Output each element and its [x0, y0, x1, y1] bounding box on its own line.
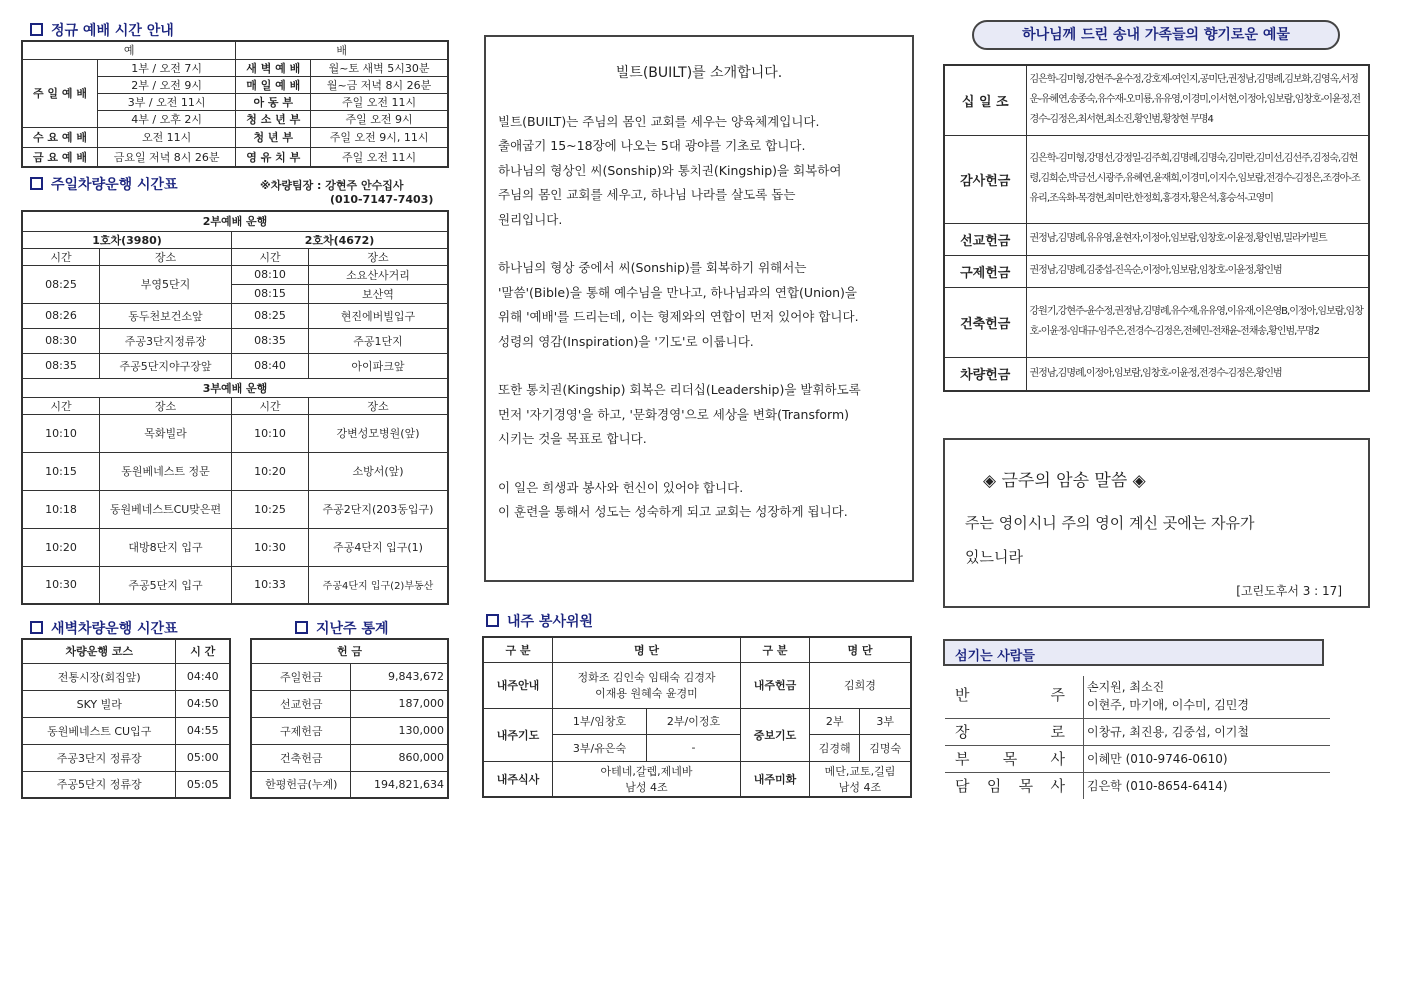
- fri-time: 금요일 저녁 8시 26분: [97, 147, 235, 167]
- dawn-worship-time: 월~토 새벽 5시30분: [311, 59, 448, 76]
- bus-place: 주공3단지정류장: [100, 328, 232, 353]
- dawn-course: SKY 빌라: [22, 690, 176, 717]
- bus-time: 08:25: [22, 265, 100, 303]
- guide-name-line: 정화조 김인숙 임태숙 김경자: [577, 671, 716, 684]
- offerings-title: 하나님께 드린 송내 가족들의 향기로운 예물: [972, 20, 1340, 50]
- servant-row: [945, 772, 1330, 799]
- guide-names: [553, 662, 741, 708]
- dawn-time: 04:55: [176, 717, 230, 744]
- fri-label: 금 요 예 배: [22, 147, 97, 167]
- guide-name-line: 이재용 원혜숙 윤경미: [595, 687, 698, 700]
- worship-header-2: 배: [236, 41, 448, 59]
- dawn-time: 04:40: [176, 663, 230, 690]
- stats-label: 건축헌금: [251, 744, 351, 771]
- offering-label: 십 일 조: [944, 65, 1026, 135]
- sunday-3: 3부 / 오전 11시: [97, 93, 235, 110]
- stats-label: 선교헌금: [251, 690, 351, 717]
- offering-names: 김희경: [809, 662, 911, 708]
- servant-role: 반 주: [955, 686, 1065, 704]
- built-line: 하나님의 형상인 씨(Sonship)와 통치권(Kingship)을 회복하여: [498, 162, 842, 178]
- col-time: 시간: [22, 248, 100, 265]
- youth-time: 주일 오전 9시: [311, 110, 448, 127]
- built-line: 먼저 '자기경영'을 하고, '문화경영'으로 세상을 변화(Transform): [498, 406, 850, 422]
- offering-label: 감사헌금: [944, 135, 1026, 223]
- servant-names: 이혜만 (010-9746-0610): [1087, 752, 1228, 766]
- bus-table: [21, 210, 449, 605]
- bus-time: 08:35: [22, 353, 100, 378]
- vol-col-names: 명 단: [809, 637, 911, 662]
- bus-time: 10:10: [22, 414, 100, 452]
- children-label: 아 동 부: [236, 93, 311, 110]
- bus-place: 주공2단지(203동입구): [309, 490, 449, 528]
- servant-role: 부 목 사: [955, 750, 1065, 768]
- bus-manager: ※차량팀장 : 강현주 안수집사: [260, 179, 404, 192]
- sunday-2: 2부 / 오전 9시: [97, 76, 235, 93]
- vol-col-names: 명 단: [553, 637, 741, 662]
- servant-divider: [1083, 772, 1084, 799]
- memory-reference: [고린도후서 3 : 17]: [1236, 584, 1342, 598]
- dawn-course: 주공3단지 정류장: [22, 744, 176, 771]
- daily-worship-label: 매 일 예 배: [236, 76, 311, 93]
- built-paragraph: [498, 110, 900, 233]
- offering-names: 강원기,강현주-윤수정,권정남,김명례,유수재,유유영,이유재,이은영B,이정아,임보람,임창호-이윤정-임대규-임주은,전경수-김정은,전혜민-전채윤-전채송,황인범,무명2: [1026, 287, 1369, 357]
- col-time: 시간: [232, 397, 309, 414]
- servant-names: [1087, 678, 1249, 714]
- bus-section-title: 주일차량운행 시간표: [30, 174, 178, 194]
- bus-place: 소방서(앞): [309, 452, 449, 490]
- bus-time: 10:25: [232, 490, 309, 528]
- beauty-names: [809, 761, 911, 797]
- servant-row: [945, 718, 1330, 746]
- col-place: 장소: [100, 248, 232, 265]
- offering-label: 건축헌금: [944, 287, 1026, 357]
- bus-time: 10:33: [232, 566, 309, 604]
- dawn-time: 04:50: [176, 690, 230, 717]
- servant-role: 장 로: [955, 723, 1065, 741]
- meal-names: [553, 761, 741, 797]
- bus-place: 아이파크앞: [309, 353, 449, 378]
- dawn-section-title: 새벽차량운행 시간표: [30, 618, 178, 638]
- bus-time: 10:10: [232, 414, 309, 452]
- built-paragraph: [498, 476, 900, 525]
- bus-time: 08:40: [232, 353, 309, 378]
- offering-names: 권정남,김명례,유유영,윤현자,이정아,임보람,임창호-이윤정,황인범,밀라카빌트: [1026, 223, 1369, 255]
- bus-place: 주공1단지: [309, 328, 449, 353]
- bus-time: 08:10: [232, 265, 309, 284]
- bus-time: 08:26: [22, 303, 100, 328]
- bus-time: 10:15: [22, 452, 100, 490]
- offering-names: 김은학-김미형,강현주-윤수정,강호제-여인지,공미단,권정남,김명례,김보화,김영옥,서정운-유혜연,송종숙,유수재-오미룡,유유영,이경미,이서현,이정아,임보람,임창호-이윤정,전경수-김정은,최서현,최소진,황인범,황창현 무명4: [1026, 65, 1369, 135]
- offering-names: 권정남,김명례,김중섭-진옥순,이정아,임보람,임창호-이윤정,황인범: [1026, 255, 1369, 287]
- servant-name-line: 이현주, 마기애, 이수미, 김민경: [1087, 698, 1249, 712]
- memory-title: ◈ 금주의 암송 말씀 ◈: [983, 471, 1146, 491]
- servant-divider: [1083, 676, 1084, 718]
- built-line: 하나님의 형상 중에서 씨(Sonship)를 회복하기 위해서는: [498, 260, 807, 275]
- dawn-course: 동원베네스트 CU입구: [22, 717, 176, 744]
- built-line: 원리입니다.: [498, 211, 563, 227]
- built-paragraph: [498, 378, 900, 452]
- servant-names: 이창규, 최진용, 김중섭, 이기철: [1087, 725, 1249, 739]
- dawn-time: 05:05: [176, 771, 230, 798]
- wed-label: 수 요 예 배: [22, 127, 97, 147]
- memory-verse-box: [943, 438, 1370, 608]
- offering-label: 구제헌금: [944, 255, 1026, 287]
- bus-phone: (010-7147-7403): [330, 193, 434, 206]
- inter-label: 중보기도: [740, 708, 809, 761]
- bus-place: 보산역: [309, 284, 449, 303]
- children-time: 주일 오전 11시: [311, 93, 448, 110]
- bus-place: 주공5단지야구장앞: [100, 353, 232, 378]
- volunteers-section-title: 내주 봉사위원: [486, 611, 593, 631]
- bus-time: 10:30: [22, 566, 100, 604]
- bus-place: 현진에버빌입구: [309, 303, 449, 328]
- offering-names: 김은학-김미형,강명선,강정일-김주희,김명례,김명숙,김미란,김미선,김선주,김정숙,김현령,김희순,박금선,시광주,유혜연,윤재희,이경미,이지수,임보람,전경수-김정은,조경아-조유리,조옥화-목경현,최미란,한정희,홍경자,황은석,홍승석-고영미: [1026, 135, 1369, 223]
- service3-title: 3부예배 운행: [22, 378, 448, 397]
- sunday-4: 4부 / 오후 2시: [97, 110, 235, 127]
- dawn-col-course: 차량운행 코스: [22, 639, 176, 663]
- built-box: [484, 35, 914, 582]
- bus-place: 목화빌라: [100, 414, 232, 452]
- bus-time: 08:30: [22, 328, 100, 353]
- offering-label: 내주헌금: [740, 662, 809, 708]
- bus-time: 08:25: [232, 303, 309, 328]
- inter-name: 김명숙: [860, 734, 911, 761]
- stats-label: 한평헌금(누계): [251, 771, 351, 798]
- meal-name-line: 아테네,갈렙,제네바: [600, 764, 693, 778]
- bus-place: 대방8단지 입구: [100, 528, 232, 566]
- young-adult-label: 청 년 부: [236, 127, 311, 147]
- bus-time: 10:30: [232, 528, 309, 566]
- prayer-part: 2부/이정호: [646, 708, 740, 734]
- stats-value: 187,000: [351, 690, 448, 717]
- bus-place: 동두천보건소앞: [100, 303, 232, 328]
- built-line: '말씀'(Bible)을 통해 예수님을 만나고, 하나님과의 연합(Union)을: [498, 284, 857, 300]
- bus-place: 소요산사거리: [309, 265, 449, 284]
- col-time: 시간: [22, 397, 100, 414]
- bus-time: 10:20: [232, 452, 309, 490]
- dawn-col-time: 시 간: [176, 639, 230, 663]
- sunday-label: 주 일 예 배: [22, 59, 97, 127]
- built-line: 이 훈련을 통해서 성도는 성숙하게 되고 교회는 성장하게 됩니다.: [498, 504, 848, 519]
- car1-title: 1호차(3980): [22, 231, 232, 248]
- stats-label: 구제헌금: [251, 717, 351, 744]
- memory-line-1: 주는 영이시니 주의 영이 계신 곳에는 자유가: [965, 514, 1255, 532]
- inter-head: 3부: [860, 708, 911, 734]
- sunday-1: 1부 / 오전 7시: [97, 59, 235, 76]
- dawn-course: 주공5단지 정류장: [22, 771, 176, 798]
- kinder-time: 주일 오전 11시: [311, 147, 448, 167]
- young-adult-time: 주일 오전 9시, 11시: [311, 127, 448, 147]
- built-title: 빌트(BUILT)를 소개합니다.: [615, 65, 783, 81]
- offering-names: 권정남,김명례,이정아,임보람,임창호-이윤정,전경수-김정은,황인범: [1026, 357, 1369, 391]
- bus-time: 10:20: [22, 528, 100, 566]
- bus-place: 강변성모병원(앞): [309, 414, 449, 452]
- col-time: 시간: [232, 248, 309, 265]
- prayer-label: 내주기도: [483, 708, 553, 761]
- stats-value: 9,843,672: [351, 663, 448, 690]
- servant-names: 김은학 (010-8654-6414): [1087, 779, 1228, 793]
- dawn-time: 05:00: [176, 744, 230, 771]
- prayer-part: 3부/유은숙: [553, 734, 647, 761]
- built-line: 시키는 것을 목표로 합니다.: [498, 431, 647, 446]
- youth-label: 청 소 년 부: [236, 110, 311, 127]
- col-place: 장소: [100, 397, 232, 414]
- worship-header-1: 예: [22, 41, 236, 59]
- service2-title: 2부예배 운행: [22, 211, 448, 231]
- kinder-label: 영 유 치 부: [236, 147, 311, 167]
- beauty-name-line: 남성 4조: [838, 780, 882, 794]
- worship-table: [21, 40, 449, 168]
- built-line: 또한 통치권(Kingship) 회복은 리더십(Leadership)을 발휘하도록: [498, 382, 861, 397]
- built-line: 빌트(BUILT)는 주님의 몸인 교회를 세우는 양육체계입니다.: [498, 113, 820, 129]
- servants-title-box: [943, 639, 1324, 666]
- bus-time: 08:15: [232, 284, 309, 303]
- dawn-worship-label: 새 벽 예 배: [236, 59, 311, 76]
- meal-label: 내주식사: [483, 761, 553, 797]
- dawn-course: 전통시장(회집앞): [22, 663, 176, 690]
- bus-place: 부영5단지: [100, 265, 232, 303]
- servant-row: [945, 745, 1330, 773]
- bus-place: 주공4단지 입구(1): [309, 528, 449, 566]
- beauty-label: 내주미화: [740, 761, 809, 797]
- servant-row: [945, 676, 1330, 719]
- car2-title: 2호차(4672): [232, 231, 449, 248]
- wed-time: 오전 11시: [97, 127, 235, 147]
- prayer-part: -: [646, 734, 740, 761]
- built-line: 위해 '예배'를 드리는데, 이는 형제와의 연합이 먼저 있어야 합니다.: [498, 309, 859, 324]
- servant-divider: [1083, 745, 1084, 772]
- servant-divider: [1083, 718, 1084, 745]
- bus-time: 08:35: [232, 328, 309, 353]
- meal-name-line: 남성 4조: [625, 780, 668, 794]
- stats-label: 주일헌금: [251, 663, 351, 690]
- daily-worship-time: 월~금 저녁 8시 26분: [311, 76, 448, 93]
- bus-time: 10:18: [22, 490, 100, 528]
- built-line: 주님의 몸인 교회를 세우고, 하나님 나라를 살도록 돕는: [498, 187, 796, 202]
- built-line: 출애굽기 15~18장에 나오는 5대 광야를 기초로 합니다.: [498, 138, 806, 153]
- volunteers-table: [482, 636, 912, 798]
- inter-head: 2부: [809, 708, 859, 734]
- vol-col-div: 구 분: [740, 637, 809, 662]
- col-place: 장소: [309, 248, 449, 265]
- servants-title: 섬기는 사람들: [955, 649, 1035, 664]
- stats-table: [250, 638, 449, 799]
- beauty-name-line: 메단,교토,길림: [824, 764, 896, 778]
- offering-label: 차량헌금: [944, 357, 1026, 391]
- stats-value: 860,000: [351, 744, 448, 771]
- servant-role: 담 임 목 사: [955, 777, 1065, 795]
- inter-name: 김경해: [809, 734, 859, 761]
- stats-header: 헌 금: [251, 639, 448, 663]
- offering-label: 선교헌금: [944, 223, 1026, 255]
- bus-place: 주공5단지 입구: [100, 566, 232, 604]
- stats-section-title: 지난주 통계: [295, 618, 389, 638]
- guide-label: 내주안내: [483, 662, 553, 708]
- prayer-part: 1부/임창호: [553, 708, 647, 734]
- vol-col-div: 구 분: [483, 637, 553, 662]
- stats-value: 130,000: [351, 717, 448, 744]
- offerings-table: [943, 64, 1370, 392]
- bus-place: 주공4단지 입구(2)부동산: [309, 566, 449, 604]
- built-line: 이 일은 희생과 봉사와 헌신이 있어야 합니다.: [498, 479, 744, 495]
- dawn-table: [21, 638, 231, 799]
- bus-place: 동원베네스트CU맞은편: [100, 490, 232, 528]
- memory-line-2: 있느니라: [965, 548, 1023, 566]
- built-line: 성령의 영감(Inspiration)을 '기도'로 이룹니다.: [498, 333, 754, 349]
- worship-section-title: 정규 예배 시간 안내: [30, 20, 174, 40]
- bus-place: 동원베네스트 정문: [100, 452, 232, 490]
- servant-name-line: 손지원, 최소진: [1087, 680, 1165, 694]
- built-paragraph: [498, 256, 900, 354]
- stats-value: 194,821,634: [351, 771, 448, 798]
- col-place: 장소: [309, 397, 449, 414]
